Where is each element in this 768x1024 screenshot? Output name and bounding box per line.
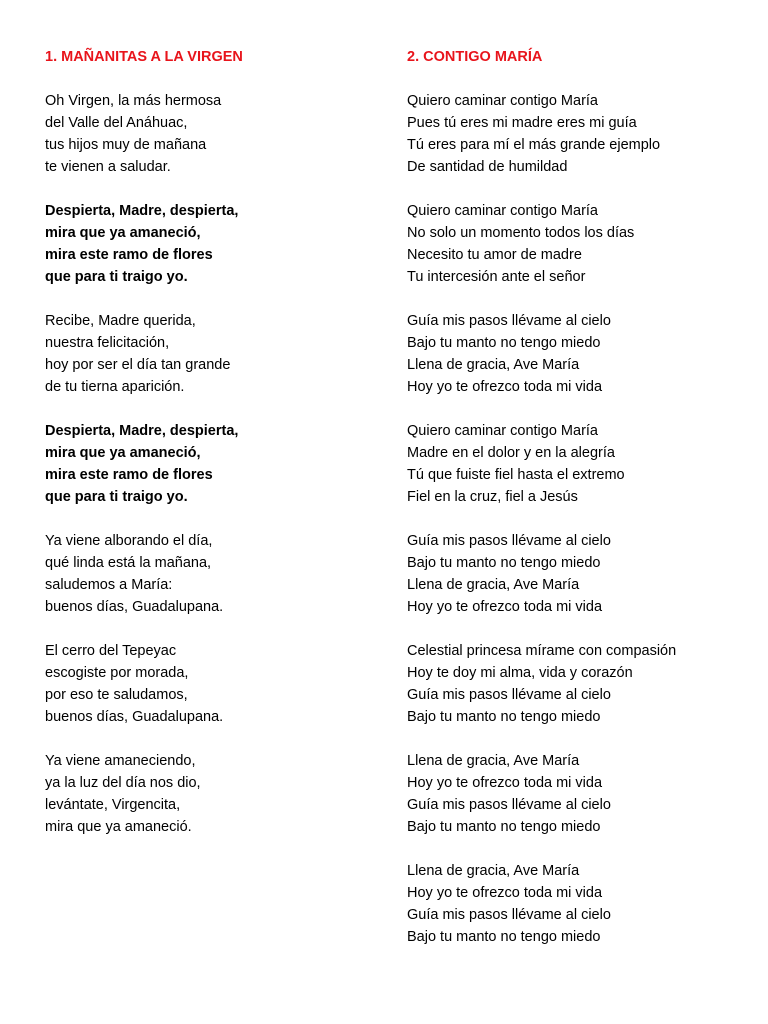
chorus-stanza	[45, 420, 375, 508]
lyric-line: Hoy yo te ofrezco toda mi vida	[407, 599, 603, 615]
song-title-2: 2. CONTIGO MARÍA	[407, 49, 543, 65]
lyric-line: Bajo tu manto no tengo miedo	[407, 709, 601, 725]
lyric-line: Hoy yo te ofrezco toda mi vida	[407, 379, 603, 395]
lyric-line: mira este ramo de flores	[45, 467, 213, 483]
lyric-line: Bajo tu manto no tengo miedo	[407, 335, 601, 351]
lyric-line: mira que ya amaneció,	[45, 445, 201, 461]
verse-stanza	[407, 640, 757, 728]
lyric-line: Quiero caminar contigo María	[407, 203, 598, 219]
lyric-line: Despierta, Madre, despierta,	[45, 423, 239, 439]
verse-stanza	[407, 200, 757, 288]
chorus-stanza	[45, 200, 375, 288]
lyric-line: Llena de gracia, Ave María	[407, 753, 580, 769]
lyric-line: qué linda está la mañana,	[45, 555, 212, 571]
lyric-line: Celestial princesa mírame con compasión	[407, 643, 677, 659]
lyric-line: Despierta, Madre, despierta,	[45, 203, 239, 219]
lyric-line: Bajo tu manto no tengo miedo	[407, 555, 601, 571]
lyric-line: Tú eres para mí el más grande ejemplo	[407, 137, 661, 153]
song-column-2	[407, 46, 757, 970]
verse-stanza	[407, 310, 757, 398]
lyric-line: tus hijos muy de mañana	[45, 137, 207, 153]
lyric-line: que para ti traigo yo.	[45, 489, 188, 505]
lyric-line: por eso te saludamos,	[45, 687, 188, 703]
lyric-line: saludemos a María:	[45, 577, 173, 593]
lyric-line: ya la luz del día nos dio,	[45, 775, 201, 791]
verse-stanza	[45, 640, 375, 728]
lyric-line: Bajo tu manto no tengo miedo	[407, 819, 601, 835]
lyric-line: De santidad de humildad	[407, 159, 568, 175]
lyric-line: del Valle del Anáhuac,	[45, 115, 188, 131]
lyric-line: Hoy te doy mi alma, vida y corazón	[407, 665, 633, 681]
lyric-line: Guía mis pasos llévame al cielo	[407, 313, 611, 329]
lyric-line: Ya viene amaneciendo,	[45, 753, 196, 769]
lyric-line: Llena de gracia, Ave María	[407, 357, 580, 373]
lyric-line: Madre en el dolor y en la alegría	[407, 445, 615, 461]
lyric-line: buenos días, Guadalupana.	[45, 709, 224, 725]
lyric-line: buenos días, Guadalupana.	[45, 599, 224, 615]
lyric-line: Quiero caminar contigo María	[407, 423, 598, 439]
lyric-line: nuestra felicitación,	[45, 335, 170, 351]
lyric-line: Necesito tu amor de madre	[407, 247, 582, 263]
lyric-line: Guía mis pasos llévame al cielo	[407, 907, 611, 923]
lyric-line: Recibe, Madre querida,	[45, 313, 196, 329]
verse-stanza	[45, 310, 375, 398]
lyric-line: mira que ya amaneció.	[45, 819, 192, 835]
lyric-line: Guía mis pasos llévame al cielo	[407, 687, 611, 703]
verse-stanza	[407, 530, 757, 618]
song-title-1: 1. MAÑANITAS A LA VIRGEN	[45, 49, 243, 65]
lyric-line: Guía mis pasos llévame al cielo	[407, 797, 611, 813]
lyric-line: mira este ramo de flores	[45, 247, 213, 263]
lyric-line: El cerro del Tepeyac	[45, 643, 177, 659]
lyric-line: escogiste por morada,	[45, 665, 189, 681]
verse-stanza	[407, 750, 757, 838]
lyric-line: Llena de gracia, Ave María	[407, 577, 580, 593]
lyric-line: Llena de gracia, Ave María	[407, 863, 580, 879]
lyric-line: Fiel en la cruz, fiel a Jesús	[407, 489, 578, 505]
lyric-line: Tu intercesión ante el señor	[407, 269, 586, 285]
verse-stanza	[45, 90, 375, 178]
lyric-line: mira que ya amaneció,	[45, 225, 201, 241]
verse-stanza	[407, 90, 757, 178]
lyric-line: Guía mis pasos llévame al cielo	[407, 533, 611, 549]
song-column-1	[45, 46, 375, 860]
lyric-line: levántate, Virgencita,	[45, 797, 181, 813]
lyric-line: Bajo tu manto no tengo miedo	[407, 929, 601, 945]
lyric-line: Pues tú eres mi madre eres mi guía	[407, 115, 637, 131]
verse-stanza	[45, 750, 375, 838]
lyric-line: que para ti traigo yo.	[45, 269, 188, 285]
lyric-line: Quiero caminar contigo María	[407, 93, 598, 109]
verse-stanza	[407, 420, 757, 508]
lyric-line: Hoy yo te ofrezco toda mi vida	[407, 775, 603, 791]
lyric-line: hoy por ser el día tan grande	[45, 357, 231, 373]
lyric-line: te vienen a saludar.	[45, 159, 171, 175]
verse-stanza	[45, 530, 375, 618]
lyric-line: Ya viene alborando el día,	[45, 533, 213, 549]
verse-stanza	[407, 860, 757, 948]
lyric-line: Oh Virgen, la más hermosa	[45, 93, 222, 109]
lyric-line: Tú que fuiste fiel hasta el extremo	[407, 467, 625, 483]
lyric-line: Hoy yo te ofrezco toda mi vida	[407, 885, 603, 901]
lyric-line: de tu tierna aparición.	[45, 379, 185, 395]
lyric-line: No solo un momento todos los días	[407, 225, 635, 241]
